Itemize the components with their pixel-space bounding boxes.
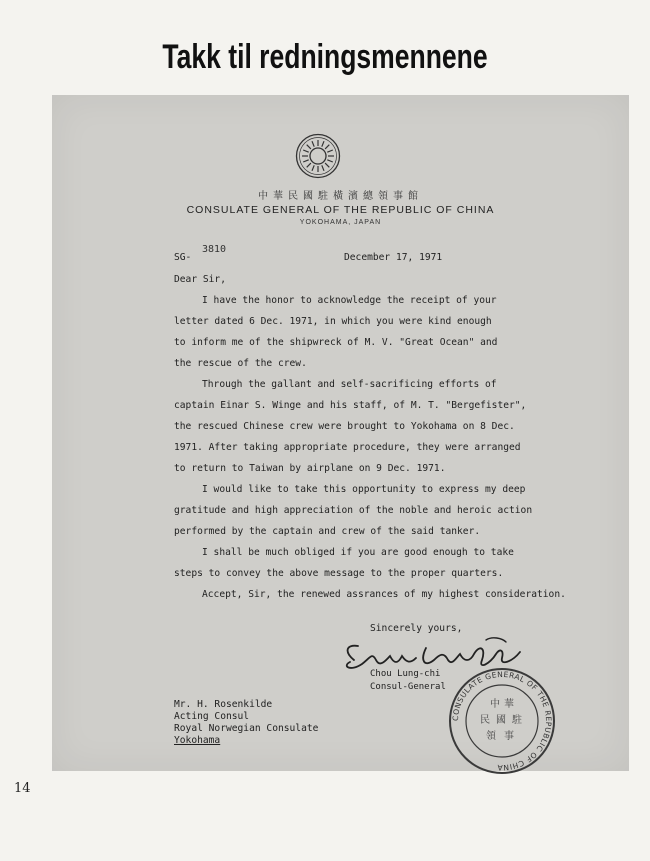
recipient-line: Acting Consul <box>174 711 250 722</box>
letter-photo <box>52 95 629 771</box>
letterhead-name: CONSULATE GENERAL OF THE REPUBLIC OF CHINA <box>186 204 495 216</box>
body-line: to inform me of the shipwreck of M. V. "Great Ocean" and <box>174 337 498 348</box>
recipient-line: Yokohama <box>174 735 221 746</box>
body-line: gratitude and high appreciation of the noble and heroic action <box>174 505 533 516</box>
svg-text:駐: 駐 <box>512 715 522 726</box>
page-heading: Takk til redningsmennene <box>162 38 488 76</box>
reference-number: 3810 <box>202 244 227 255</box>
svg-text:國: 國 <box>496 715 506 726</box>
svg-text:民: 民 <box>480 715 490 726</box>
signer-title: Consul-General <box>370 682 446 692</box>
sun-emblem-icon <box>295 133 341 179</box>
recipient-line: Royal Norwegian Consulate <box>174 723 319 734</box>
body-line: I would like to take this opportunity to express my deep <box>202 484 526 495</box>
body-line: I shall be much obliged if you are good enough to take <box>202 547 514 558</box>
page-number: 14 <box>14 781 31 796</box>
recipient-line: Mr. H. Rosenkilde <box>174 699 273 710</box>
body-line: the rescue of the crew. <box>174 358 307 369</box>
body-line: steps to convey the above message to the proper quarters. <box>174 568 504 579</box>
body-line: to return to Taiwan by airplane on 9 Dec. 1971. <box>174 463 446 474</box>
letterhead-city: YOKOHAMA, JAPAN <box>299 219 382 226</box>
letterhead-chinese: 中華民國駐橫濱總領事館 <box>258 191 423 202</box>
svg-text:華: 華 <box>504 699 514 710</box>
svg-text:領: 領 <box>486 731 496 742</box>
official-stamp <box>444 663 560 779</box>
body-line: the rescued Chinese crew were brought to Yokohama on 8 Dec. <box>174 421 515 432</box>
letter-date: December 17, 1971 <box>344 252 443 263</box>
body-line: 1971. After taking appropriate procedure, they were arranged <box>174 442 521 453</box>
body-line: I have the honor to acknowledge the receipt of your <box>202 295 497 306</box>
salutation: Dear Sir, <box>174 274 226 285</box>
body-line: performed by the captain and crew of the said tanker. <box>174 526 481 537</box>
letter <box>52 95 629 771</box>
body-line: letter dated 6 Dec. 1971, in which you were kind enough <box>174 316 492 327</box>
body-line: captain Einar S. Winge and his staff, of M. T. "Bergefister", <box>174 400 527 411</box>
signer-name: Chou Lung-chi <box>370 669 441 679</box>
svg-text:CONSULATE GENERAL OF THE REPUB: CONSULATE GENERAL OF THE REPUBLIC OF CHINA <box>450 669 554 773</box>
body-line: Accept, Sir, the renewed assrances of my highest consideration. <box>202 589 566 600</box>
svg-text:中: 中 <box>490 699 500 710</box>
reference-label: SG- <box>174 252 192 263</box>
closing: Sincerely yours, <box>370 623 463 634</box>
svg-text:事: 事 <box>504 731 514 742</box>
body-line: Through the gallant and self-sacrificing efforts of <box>202 379 497 390</box>
